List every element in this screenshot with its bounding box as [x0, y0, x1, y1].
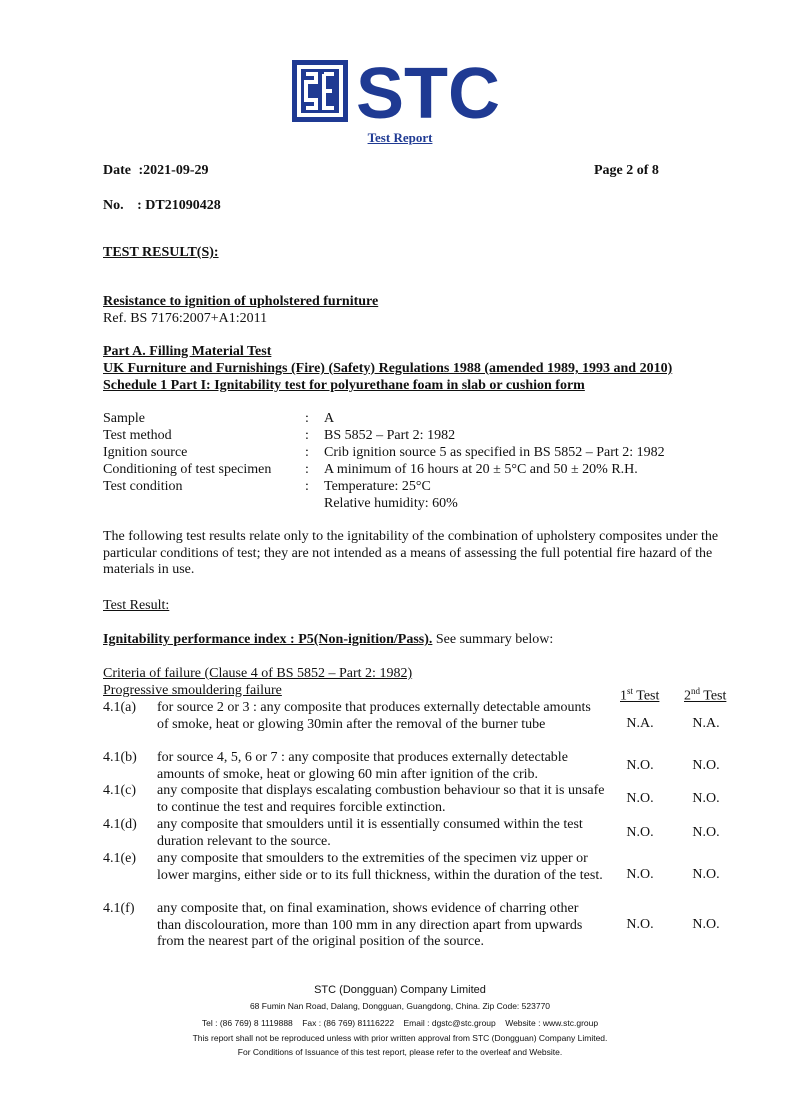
footer-address: 68 Fumin Nan Road, Dalang, Dongguan, Guangdong, China. Zip Code: 523770: [249, 1001, 551, 1011]
spec-label: Sample: [103, 411, 145, 426]
criteria-code: 4.1(f): [103, 901, 135, 916]
spec-value: BS 5852 – Part 2: 1982: [324, 428, 456, 443]
test-result-label: Test Result:: [103, 598, 170, 613]
uk-regulations: UK Furniture and Furnishings (Fire) (Safety) Regulations 1988 (amended 1989, 1993 and 2010): [103, 361, 673, 376]
result-first-test: N.O.: [626, 825, 654, 840]
performance-index-note: See summary below:: [432, 632, 554, 647]
spec-colon: :: [305, 445, 309, 460]
criteria-text: any composite that displays escalating combustion behaviour so that it is unsafe to continue the test and requires forcible extinction.: [157, 783, 605, 815]
date-line: [103, 163, 209, 179]
criteria-text: for source 2 or 3 : any composite that produces externally detectable amounts of smoke, heat or glowing 30min after the removal of the burner tube: [157, 700, 591, 732]
criteria-code: 4.1(d): [103, 817, 137, 832]
test-results-heading: TEST RESULT(S):: [103, 245, 219, 260]
logo-wordmark: STC: [356, 58, 500, 128]
report-number-value: : DT21090428: [137, 198, 221, 213]
criteria-code: 4.1(e): [103, 851, 137, 866]
spec-colon: :: [305, 462, 309, 477]
spec-colon: :: [305, 479, 309, 494]
footer-company: STC (Dongguan) Company Limited: [314, 984, 486, 996]
result-second-test: N.O.: [692, 758, 720, 773]
spec-value: Temperature: 25°C: [324, 479, 431, 494]
spec-label: Test condition: [103, 479, 183, 494]
criteria-text: any composite that, on final examination, shows evidence of charring other than discolouration, more than 100 mm in any direction apart from upwards from the nearest part of the original position of the source.: [157, 901, 583, 949]
performance-index-value: Ignitability performance index : P5(Non-ignition/Pass).: [103, 632, 433, 647]
report-number-label: No.: [103, 198, 124, 213]
disclaimer-paragraph: The following test results relate only to the ignitability of the combination of upholstery composites under the particular conditions of test; they are not intended as a means of assessing the full potential fire hazard of the materials in use.: [103, 529, 719, 577]
footer-notice-reproduction: This report shall not be reproduced unless with prior written approval from STC (Dongguan) Company Limited.: [192, 1033, 608, 1043]
result-first-test: N.O.: [626, 791, 654, 806]
result-second-test: N.O.: [692, 791, 720, 806]
result-first-test: N.O.: [626, 917, 654, 932]
spec-value: A minimum of 16 hours at 20 ± 5°C and 50 ± 20% R.H.: [324, 462, 638, 477]
criteria-code: 4.1(a): [103, 700, 137, 715]
reference-standard: Ref. BS 7176:2007+A1:2011: [103, 311, 268, 326]
spec-colon: :: [305, 411, 309, 426]
criteria-subtitle: Progressive smouldering failure: [103, 683, 282, 698]
result-second-test: N.O.: [692, 917, 720, 932]
report-number-line: [103, 198, 221, 214]
column-header-second-test: 2nd Test: [684, 686, 727, 704]
result-second-test: N.O.: [692, 825, 720, 840]
spec-value: Crib ignition source 5 as specified in BS 5852 – Part 2: 1982: [324, 445, 665, 460]
date-value: :2021-09-29: [138, 163, 209, 178]
criteria-text: any composite that smoulders to the extremities of the specimen viz upper or lower margins, either side or to its full thickness, within the duration of the test.: [157, 851, 603, 883]
spec-label: Ignition source: [103, 445, 188, 460]
part-a-title: Part A. Filling Material Test: [103, 344, 272, 359]
spec-label: Conditioning of test specimen: [103, 462, 272, 477]
spec-label: Test method: [103, 428, 172, 443]
criteria-title: Criteria of failure (Clause 4 of BS 5852 – Part 2: 1982): [103, 666, 413, 681]
criteria-code: 4.1(b): [103, 750, 137, 765]
date-label: Date: [103, 163, 131, 178]
performance-index: [103, 632, 553, 648]
footer-notice-conditions: For Conditions of Issuance of this test report, please refer to the overleaf and Website.: [237, 1047, 563, 1057]
criteria-code: 4.1(c): [103, 783, 137, 798]
result-first-test: N.O.: [626, 867, 654, 882]
schedule-title: Schedule 1 Part I: Ignitability test for polyurethane foam in slab or cushion form: [103, 378, 585, 393]
result-second-test: N.O.: [692, 867, 720, 882]
spec-value: A: [324, 411, 335, 426]
footer-contact: Tel : (86 769) 8 1119888 Fax : (86 769) 81116222 Email : dgstc@stc.group Website : www.stc.group: [201, 1018, 599, 1028]
result-first-test: N.A.: [626, 716, 654, 731]
stc-logo-graphic: [290, 58, 520, 128]
spec-value-humidity: Relative humidity: 60%: [324, 496, 458, 511]
stc-logo: [290, 58, 520, 128]
resistance-title: Resistance to ignition of upholstered furniture: [103, 294, 379, 309]
result-second-test: N.A.: [692, 716, 720, 731]
column-header-first-test: 1st Test: [620, 686, 660, 704]
report-title: Test Report: [367, 130, 433, 145]
spec-colon: :: [305, 428, 309, 443]
page-number: Page 2 of 8: [594, 163, 659, 178]
criteria-text: any composite that smoulders until it is essentially consumed within the test duration relevant to the source.: [157, 817, 583, 849]
criteria-text: for source 4, 5, 6 or 7 : any composite that produces externally detectable amounts of smoke, heat or glowing 60 min after ignition of the crib.: [157, 750, 568, 782]
result-first-test: N.O.: [626, 758, 654, 773]
